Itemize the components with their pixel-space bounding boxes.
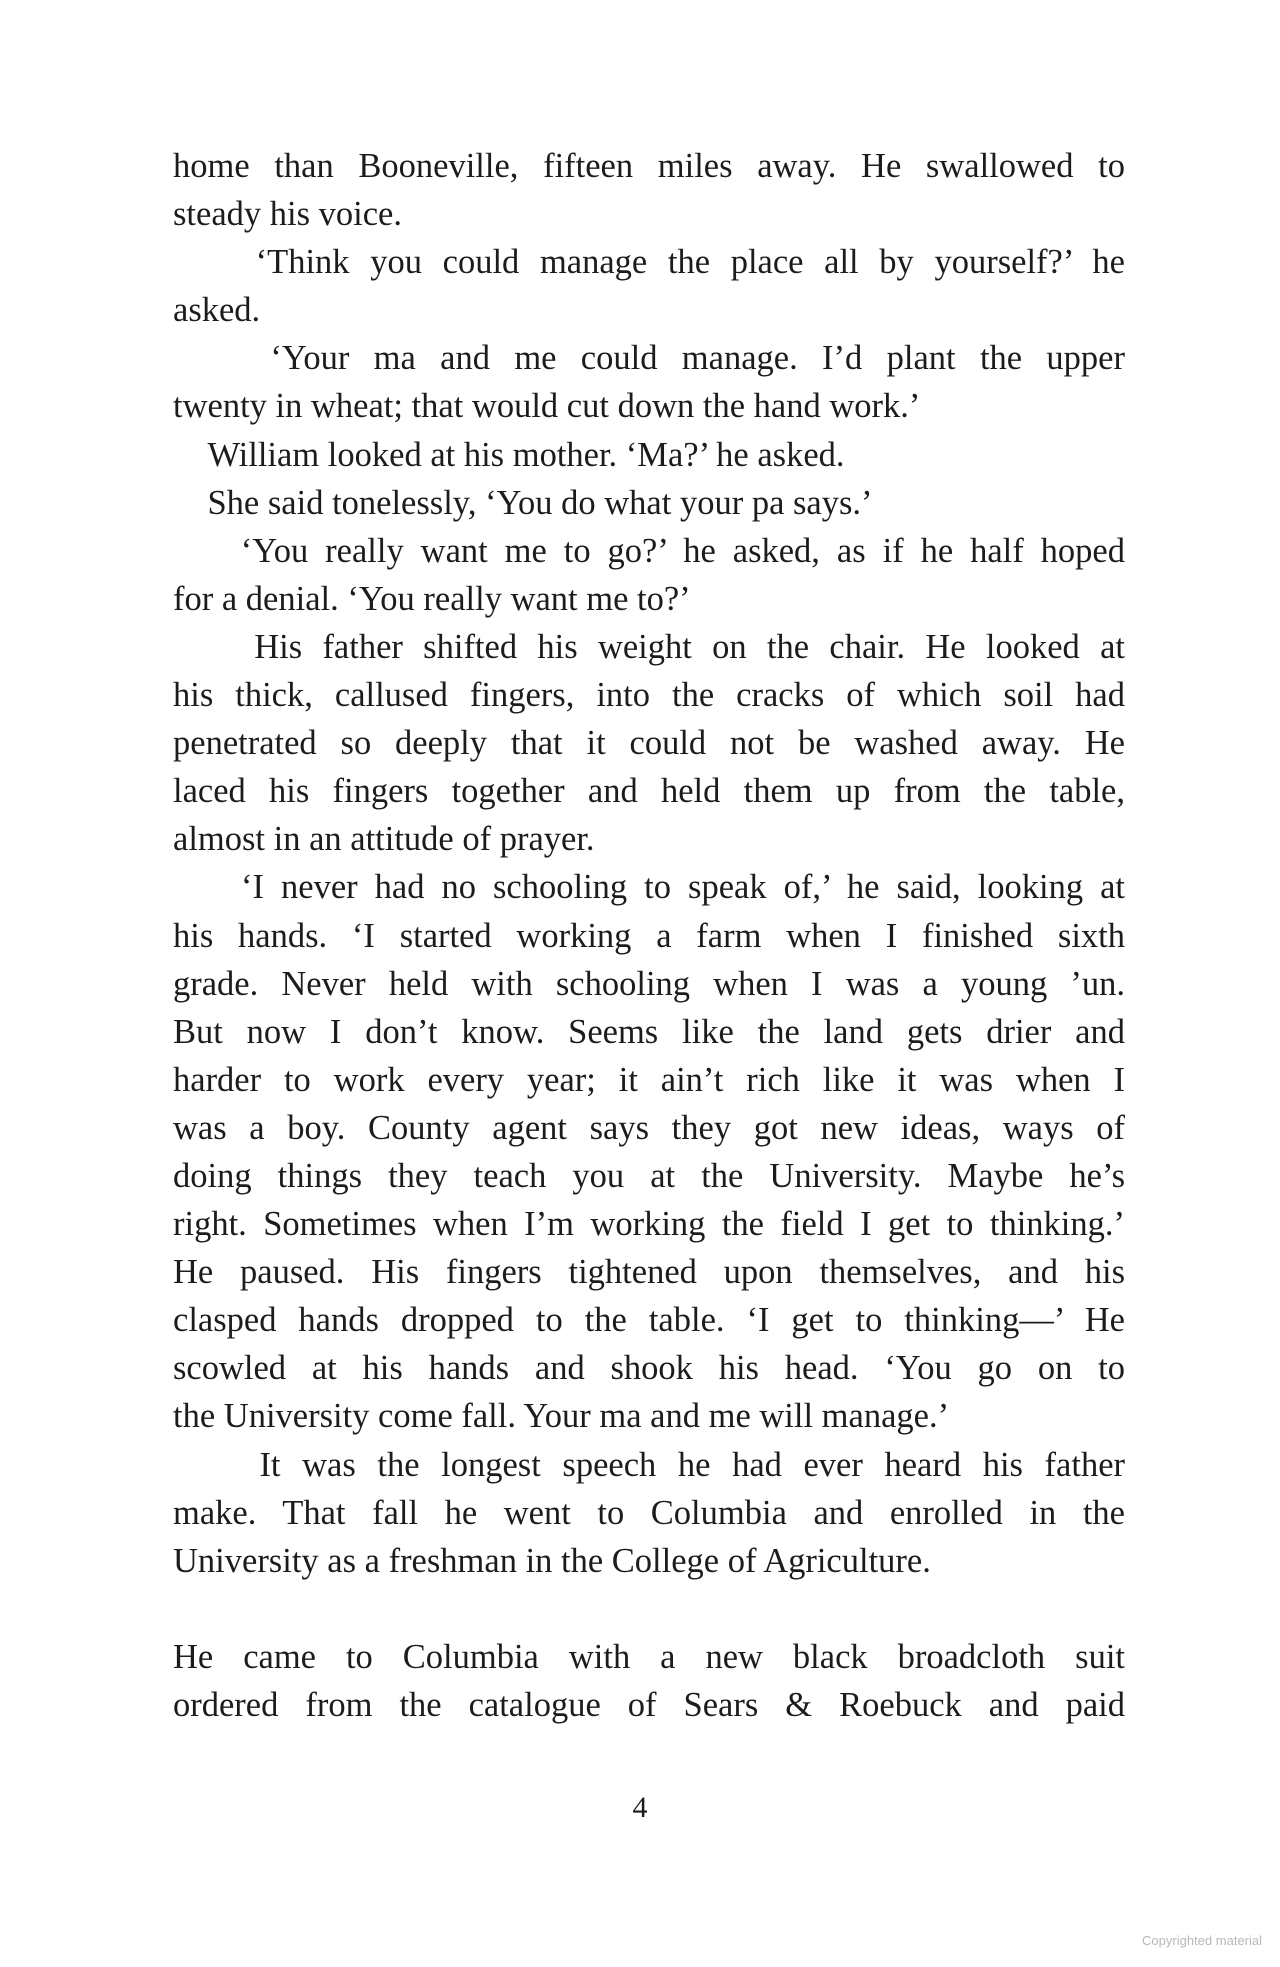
section-break xyxy=(173,1585,1125,1633)
text-line: laced his fingers together and held them up from the table, xyxy=(173,772,1125,811)
text-line: clasped hands dropped to the table. ‘I get to thinking—’ He xyxy=(173,1301,1125,1340)
text-line: grade. Never held with schooling when I was a young ’un. xyxy=(173,964,1125,1003)
text-line: It was the longest speech he had ever heard his father xyxy=(173,1445,1125,1484)
text-line: But now I don’t know. Seems like the land gets drier and xyxy=(173,1012,1125,1051)
text-line: He came to Columbia with a new black broadcloth suit xyxy=(173,1637,1125,1676)
text-line: He paused. His fingers tightened upon themselves, and his xyxy=(173,1253,1125,1292)
text-line: right. Sometimes when I’m working the field I get to thinking.’ xyxy=(173,1205,1125,1244)
copyright-notice: Copyrighted material xyxy=(1142,1933,1262,1948)
text-line: scowled at his hands and shook his head. ‘You go on to xyxy=(173,1349,1125,1388)
text-line: William looked at his mother. ‘Ma?’ he asked. xyxy=(173,435,845,474)
text-line: ‘Your ma and me could manage. I’d plant the upper xyxy=(173,339,1125,378)
text-line: She said tonelessly, ‘You do what your pa says.’ xyxy=(173,483,873,522)
text-line: almost in an attitude of prayer. xyxy=(173,820,595,859)
text-line: penetrated so deeply that it could not be washed away. He xyxy=(173,724,1125,763)
text-line: doing things they teach you at the University. Maybe he’s xyxy=(173,1156,1125,1195)
text-line: harder to work every year; it ain’t rich like it was when I xyxy=(173,1060,1125,1099)
text-line: asked. xyxy=(173,291,261,330)
text-line: ‘I never had no schooling to speak of,’ he said, looking at xyxy=(173,868,1125,907)
body-text xyxy=(173,142,1125,1729)
text-line: steady his voice. xyxy=(173,195,402,234)
text-line: His father shifted his weight on the chair. He looked at xyxy=(173,627,1125,666)
page-number: 4 xyxy=(632,1791,648,1824)
text-line: his hands. ‘I started working a farm when I finished sixth xyxy=(173,916,1125,955)
text-line: for a denial. ‘You really want me to?’ xyxy=(173,579,691,618)
text-line: make. That fall he went to Columbia and enrolled in the xyxy=(173,1493,1125,1532)
text-line: was a boy. County agent says they got new ideas, ways of xyxy=(173,1108,1125,1147)
text-line: ordered from the catalogue of Sears & Roebuck and paid xyxy=(173,1685,1125,1724)
text-line: University as a freshman in the College of Agriculture. xyxy=(173,1541,931,1580)
text-line: ‘Think you could manage the place all by yourself?’ he xyxy=(173,243,1125,282)
text-line: twenty in wheat; that would cut down the hand work.’ xyxy=(173,387,921,426)
text-line: his thick, callused fingers, into the cracks of which soil had xyxy=(173,676,1125,715)
text-line: the University come fall. Your ma and me will manage.’ xyxy=(173,1397,950,1436)
text-line: ‘You really want me to go?’ he asked, as if he half hoped xyxy=(173,531,1125,570)
text-line: home than Booneville, fifteen miles away. He swallowed to xyxy=(173,147,1125,185)
